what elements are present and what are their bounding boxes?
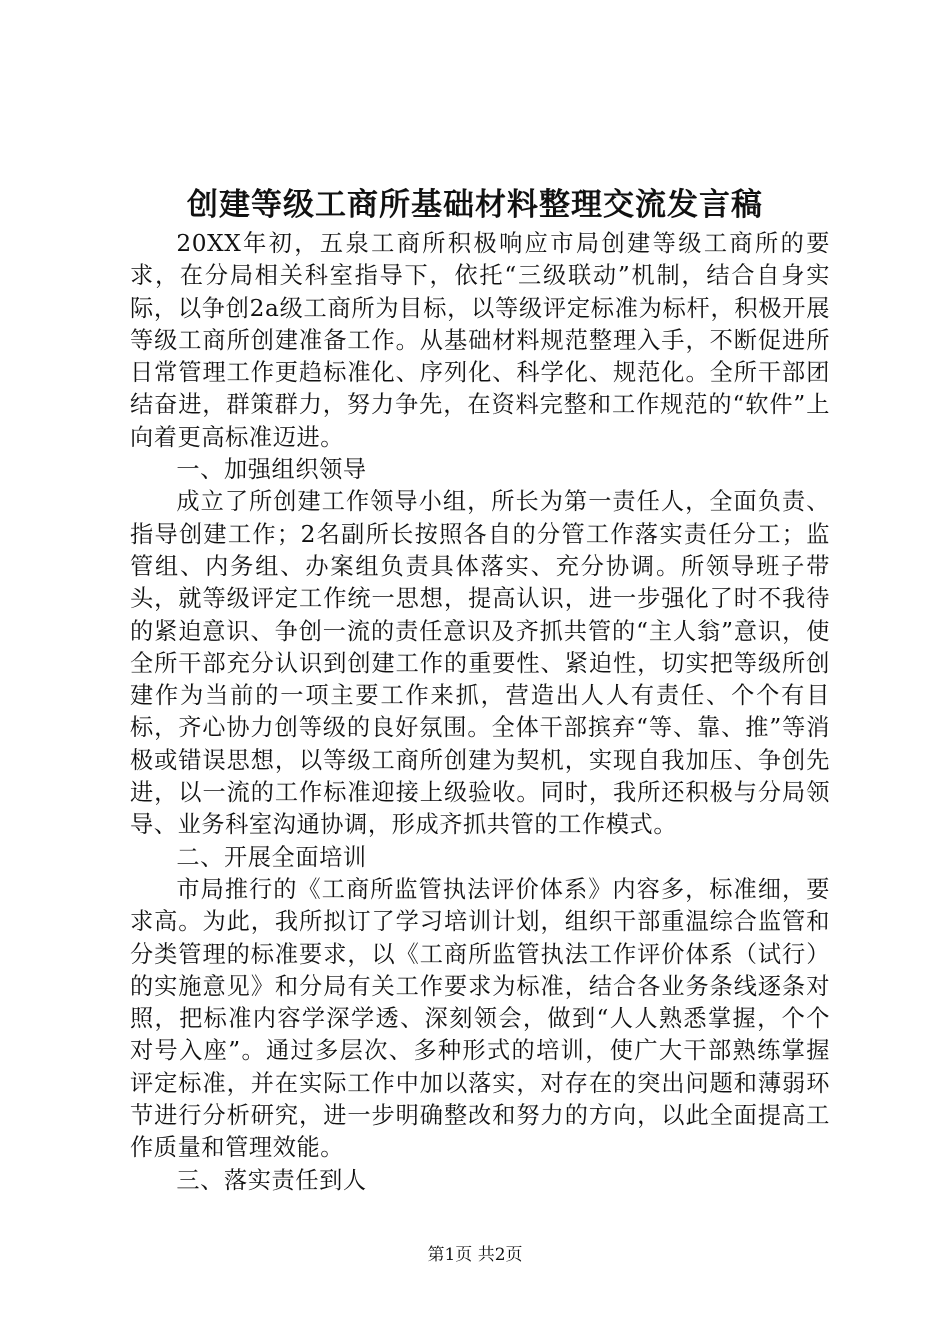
document-body: [130, 228, 830, 1197]
section-heading-2: 二、开展全面培训: [176, 843, 367, 871]
paragraph-organization: 成立了所创建工作领导小组，所长为第一责任人，全面负责、指导创建工作；2名副所长按照各自的分管工作落实责任分工；监管组、内务组、办案组负责具体落实、充分协调。所领导班子带头，就等级评定工作统一思想，提高认识，进一步强化了时不我待的紧迫意识、争创一流的责任意识及齐抓共管的“主人翁”意识，使全所干部充分认识到创建工作的重要性、紧迫性，切实把等级所创建作为当前的一项主要工作来抓，营造出人人有责任、个个有目标，齐心协力创等级的良好氛围。全体干部摈弃“等、靠、推”等消极或错误思想，以等级工商所创建为契机，实现自我加压、争创先进，以一流的工作标准迎接上级验收。同时，我所还积极与分局领导、业务科室沟通协调，形成齐抓共管的工作模式。: [130, 488, 830, 839]
paragraph-training: 市局推行的《工商所监管执法评价体系》内容多，标准细，要求高。为此，我所拟订了学习培训计划，组织干部重温综合监管和分类管理的标准要求，以《工商所监管执法工作评价体系（试行）的实施意见》和分局有关工作要求为标准，结合各业务条线逐条对照，把标准内容学深学透、深刻领会，做到“人人熟悉掌握，个个对号入座”。通过多层次、多种形式的培训，使广大干部熟练掌握评定标准，并在实际工作中加以落实，对存在的突出问题和薄弱环节进行分析研究，进一步明确整改和努力的方向，以此全面提高工作质量和管理效能。: [130, 875, 830, 1162]
section-heading-1: 一、加强组织领导: [176, 456, 367, 484]
section-heading-3: 三、落实责任到人: [176, 1166, 367, 1194]
document-title: 创建等级工商所基础材料整理交流发言稿: [187, 187, 763, 223]
page-footer: 第1页 共2页: [427, 1245, 523, 1265]
paragraph-intro: 20XX年初，五泉工商所积极响应市局创建等级工商所的要求，在分局相关科室指导下，依托“三级联动”机制，结合自身实际，以争创2a级工商所为目标，以等级评定标准为标杆，积极开展等级工商所创建准备工作。从基础材料规范整理入手，不断促进所日常管理工作更趋标准化、序列化、科学化、规范化。全所干部团结奋进，群策群力，努力争先，在资料完整和工作规范的“软件”上向着更高标准迈进。: [130, 230, 830, 451]
